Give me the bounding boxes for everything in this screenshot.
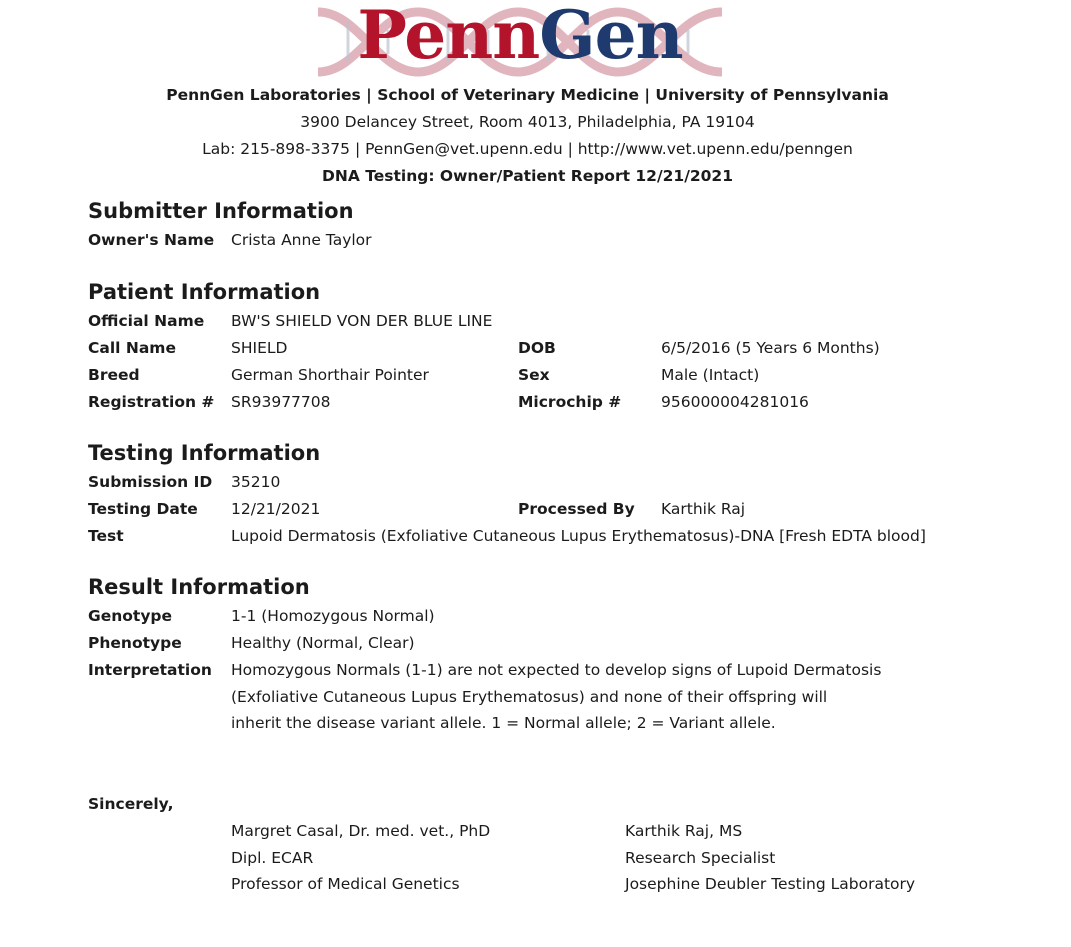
signer2-role: Research Specialist <box>625 849 776 867</box>
official-name-label: Official Name <box>88 312 205 330</box>
registration-label: Registration # <box>88 393 215 411</box>
interpretation-line-3: inherit the disease variant allele. 1 = Normal allele; 2 = Variant allele. <box>231 714 776 732</box>
dob-label: DOB <box>518 339 556 357</box>
call-name-value: SHIELD <box>231 339 288 357</box>
registration-value: SR93977708 <box>231 393 331 411</box>
submitter-section-title: Submitter Information <box>88 199 354 223</box>
signer2-lab: Josephine Deubler Testing Laboratory <box>625 875 916 893</box>
submission-id-value: 35210 <box>231 473 281 491</box>
sex-label: Sex <box>518 366 550 384</box>
affiliation-line: PennGen Laboratories | School of Veterinary Medicine | University of Pennsylvania <box>166 86 889 104</box>
owner-name-label: Owner's Name <box>88 231 215 249</box>
interpretation-line-2: (Exfoliative Cutaneous Lupus Erythematosus) and none of their offspring will <box>231 688 828 706</box>
phenotype-label: Phenotype <box>88 634 182 652</box>
report-title: DNA Testing: Owner/Patient Report 12/21/2021 <box>322 167 733 185</box>
genotype-label: Genotype <box>88 607 173 625</box>
logo-penn: Penn <box>357 0 540 74</box>
test-label: Test <box>88 527 124 545</box>
interpretation-label: Interpretation <box>88 661 212 679</box>
patient-section-title: Patient Information <box>88 280 321 304</box>
microchip-value: 956000004281016 <box>661 393 809 411</box>
salutation: Sincerely, <box>88 795 174 813</box>
dob-value: 6/5/2016 (5 Years 6 Months) <box>661 339 880 357</box>
testing-section-title: Testing Information <box>88 441 321 465</box>
call-name-label: Call Name <box>88 339 176 357</box>
breed-label: Breed <box>88 366 140 384</box>
submission-id-label: Submission ID <box>88 473 213 491</box>
official-name-value: BW'S SHIELD VON DER BLUE LINE <box>231 312 493 330</box>
processed-by-label: Processed By <box>518 500 635 518</box>
logo-gen: Gen <box>539 0 683 74</box>
result-section-title: Result Information <box>88 575 310 599</box>
logo-wordmark <box>318 0 722 76</box>
owner-name-value: Crista Anne Taylor <box>231 231 372 249</box>
contact-line: Lab: 215-898-3375 | PennGen@vet.upenn.edu | http://www.vet.upenn.edu/penngen <box>202 140 853 158</box>
penngen-logo <box>318 0 722 82</box>
breed-value: German Shorthair Pointer <box>231 366 429 384</box>
test-value: Lupoid Dermatosis (Exfoliative Cutaneous Lupus Erythematosus)-DNA [Fresh EDTA blood] <box>231 527 926 545</box>
phenotype-value: Healthy (Normal, Clear) <box>231 634 415 652</box>
interpretation-line-1: Homozygous Normals (1-1) are not expected to develop signs of Lupoid Dermatosis <box>231 661 882 679</box>
testing-date-label: Testing Date <box>88 500 198 518</box>
testing-date-value: 12/21/2021 <box>231 500 321 518</box>
sex-value: Male (Intact) <box>661 366 760 384</box>
genotype-value: 1-1 (Homozygous Normal) <box>231 607 435 625</box>
signer1-title: Professor of Medical Genetics <box>231 875 460 893</box>
signer1-credential: Dipl. ECAR <box>231 849 314 867</box>
microchip-label: Microchip # <box>518 393 622 411</box>
signer1-name: Margret Casal, Dr. med. vet., PhD <box>231 822 491 840</box>
address-line: 3900 Delancey Street, Room 4013, Philadelphia, PA 19104 <box>300 113 755 131</box>
signer2-name: Karthik Raj, MS <box>625 822 743 840</box>
processed-by-value: Karthik Raj <box>661 500 746 518</box>
